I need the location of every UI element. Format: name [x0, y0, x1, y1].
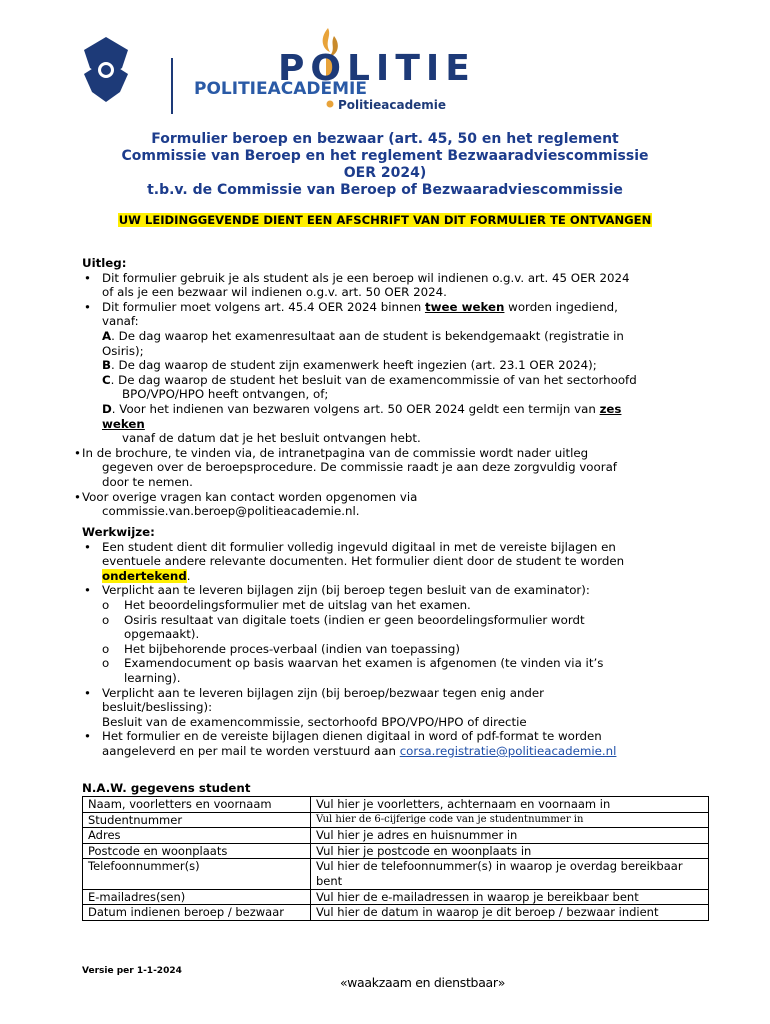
list-item: [82, 271, 702, 300]
table-row: [83, 843, 709, 859]
option-d: [102, 402, 702, 417]
field-label: Postcode en woonplaats: [83, 843, 311, 859]
list-item: [82, 583, 702, 598]
text-span: aangeleverd en per mail te worden verstuurd aan: [102, 743, 400, 758]
submission-date-field[interactable]: Vul hier de datum in waarop je dit beroep / bezwaar indient: [311, 905, 709, 921]
text-line: BPO/VPO/HPO heeft ontvangen, of;: [122, 387, 329, 402]
text-line: Osiris);: [102, 343, 144, 358]
version-label: Versie per 1-1-2024: [82, 966, 182, 976]
text-line: door te nemen.: [102, 474, 193, 489]
phone-field[interactable]: Vul hier de telefoonnummer(s) in waarop je overdag bereikbaar bent: [311, 859, 709, 889]
manager-notice: [0, 213, 770, 227]
list-item: [82, 729, 702, 758]
registration-email-link[interactable]: corsa.registratie@politieacademie.nl: [399, 743, 617, 758]
text-span: . De dag waarop de student zijn examenwerk heeft ingezien (art. 23.1 OER 2024);: [111, 358, 597, 373]
emphasis-six: zes: [599, 401, 622, 416]
text-span: . De dag waarop het examenresultaat aan de student is bekendgemaakt (registratie in: [111, 328, 624, 343]
text-line: o Osiris resultaat van digitale toets (indien er geen beoordelingsformulier wordt: [124, 612, 585, 627]
field-label: Naam, voorletters en voornaam: [83, 797, 311, 813]
text-line: opgemaakt).: [124, 627, 200, 642]
werkwijze-heading: Werkwijze:: [82, 525, 155, 539]
field-label: Adres: [83, 828, 311, 844]
option-a: [102, 329, 702, 344]
sub-list-item: [82, 598, 702, 613]
name-field[interactable]: Vul hier je voorletters, achternaam en voornaam in: [311, 797, 709, 813]
manager-notice-text: UW LEIDINGGEVENDE DIENT EEN AFSCHRIFT VAN DIT FORMULIER TE ONTVANGEN: [118, 213, 652, 227]
option-key: D: [102, 401, 112, 416]
sub-list-item: [82, 613, 702, 642]
table-row: [83, 797, 709, 813]
postcode-city-field[interactable]: Vul hier je postcode en woonplaats in: [311, 843, 709, 859]
text-line: [102, 300, 702, 315]
field-label: E-mailadres(sen): [83, 889, 311, 905]
table-row: [83, 828, 709, 844]
title-line-1: Formulier beroep en bezwaar (art. 45, 50 en het reglement: [151, 131, 619, 147]
text-line: • Dit formulier gebruik je als student als je een beroep wil indienen o.g.v. art. 45 OER 2024: [102, 270, 630, 285]
text-line: o Het bijbehorende proces-verbaal (indien van toepassing): [124, 641, 460, 656]
text-line: vanaf:: [102, 314, 139, 329]
title-line-4: t.b.v. de Commissie van Beroep of Bezwaaradviescommissie: [147, 182, 623, 198]
werkwijze-section: [82, 525, 702, 759]
text-span: . Voor het indienen van bezwaren volgens art. 50 OER 2024 geldt een termijn van: [111, 401, 600, 416]
text-line: eventuele andere relevante documenten. Het formulier dient door de student te worden: [102, 554, 625, 569]
text-span: worden ingediend,: [504, 299, 618, 314]
text-line: o Het beoordelingsformulier met de uitslag van het examen.: [124, 597, 471, 612]
text-line: • Het formulier en de vereiste bijlagen dienen digitaal in word of pdf-format te worden: [102, 729, 602, 744]
option-c: [102, 373, 702, 388]
text-span: . De dag waarop de student het besluit van de examencommissie of van het sectorhoofd: [110, 372, 637, 387]
politie-logo: [80, 22, 520, 122]
field-label: Datum indienen beroep / bezwaar: [83, 905, 311, 921]
option-key: A: [102, 328, 112, 343]
table-row: [83, 889, 709, 905]
text-line: • In de brochure, te vinden via, de intranetpagina van de commissie wordt nader uitleg: [82, 445, 589, 460]
uitleg-section: [82, 256, 702, 519]
list-item: [74, 446, 702, 490]
table-row: [83, 859, 709, 889]
title-line-3: OER 2024): [343, 165, 427, 181]
text-line: [102, 569, 702, 584]
politie-wordmark: POLITIE: [278, 48, 476, 89]
list-item: [82, 540, 702, 584]
text-line: vanaf de datum dat je het besluit ontvangen hebt.: [122, 431, 421, 446]
text-line: besluit/beslissing):: [102, 700, 213, 715]
sub-list-item: [82, 642, 702, 657]
uitleg-heading: Uitleg:: [82, 256, 127, 270]
text-line: gegeven over de beroepsprocedure. De commissie raadt je aan deze zorgvuldig vooraf: [102, 460, 617, 475]
field-label: Telefoonnummer(s): [83, 859, 311, 889]
text-line: • Verplicht aan te leveren bijlagen zijn (bij beroep tegen besluit van de examinator):: [102, 583, 590, 598]
motto: «waakzaam en dienstbaar»: [340, 975, 506, 990]
student-number-field[interactable]: Vul hier de 6-cijferige code van je studentnummer in: [311, 812, 709, 828]
sub-list-item: [82, 656, 702, 685]
list-item: [74, 490, 702, 519]
politieacademie-wordmark: POLITIEACADEMIE: [194, 79, 367, 99]
text-line: learning).: [124, 670, 181, 685]
table-row: [83, 905, 709, 921]
field-label: Studentnummer: [83, 812, 311, 828]
list-item: [82, 686, 702, 730]
text-line: of als je een bezwaar wil indienen o.g.v. art. 50 OER 2024.: [102, 285, 447, 300]
address-field[interactable]: Vul hier je adres en huisnummer in: [311, 828, 709, 844]
text-line: • Verplicht aan te leveren bijlagen zijn (bij beroep/bezwaar tegen enig ander: [102, 685, 545, 700]
email-field[interactable]: Vul hier de e-mailadressen in waarop je bereikbaar bent: [311, 889, 709, 905]
list-item: [82, 300, 702, 446]
emphasis-signed: ondertekend: [102, 568, 187, 583]
emphasis-two-weeks: twee weken: [424, 299, 505, 314]
option-key: B: [102, 358, 111, 373]
text-span: Dit formulier moet volgens art. 45.4 OER 2024 binnen: [102, 299, 425, 314]
emphasis-weeks: weken: [102, 416, 145, 431]
text-line: o Examendocument op basis waarvan het examen is afgenomen (te vinden via it’s: [124, 656, 604, 671]
contact-email[interactable]: commissie.van.beroep@politieacademie.nl.: [102, 504, 360, 519]
naw-heading: N.A.W. gegevens student: [82, 781, 251, 795]
text-span: .: [186, 568, 191, 583]
politieacademie-subline: Politieacademie: [338, 98, 447, 112]
text-line: • Voor overige vragen kan contact worden opgenomen via: [82, 489, 418, 504]
option-b: [102, 358, 702, 373]
naw-table: [82, 796, 709, 921]
politie-emblem-icon: [84, 37, 128, 102]
option-key: C: [102, 372, 111, 387]
text-line: [102, 744, 702, 759]
form-title: [60, 131, 710, 199]
table-row: [83, 812, 709, 828]
title-line-2: Commissie van Beroep en het reglement Bezwaaradviescommissie: [121, 148, 649, 164]
text-line: • Een student dient dit formulier volledig ingevuld digitaal in met de vereiste bijlagen en: [102, 539, 616, 554]
text-line: Besluit van de examencommissie, sectorhoofd BPO/VPO/HPO of directie: [102, 714, 527, 729]
